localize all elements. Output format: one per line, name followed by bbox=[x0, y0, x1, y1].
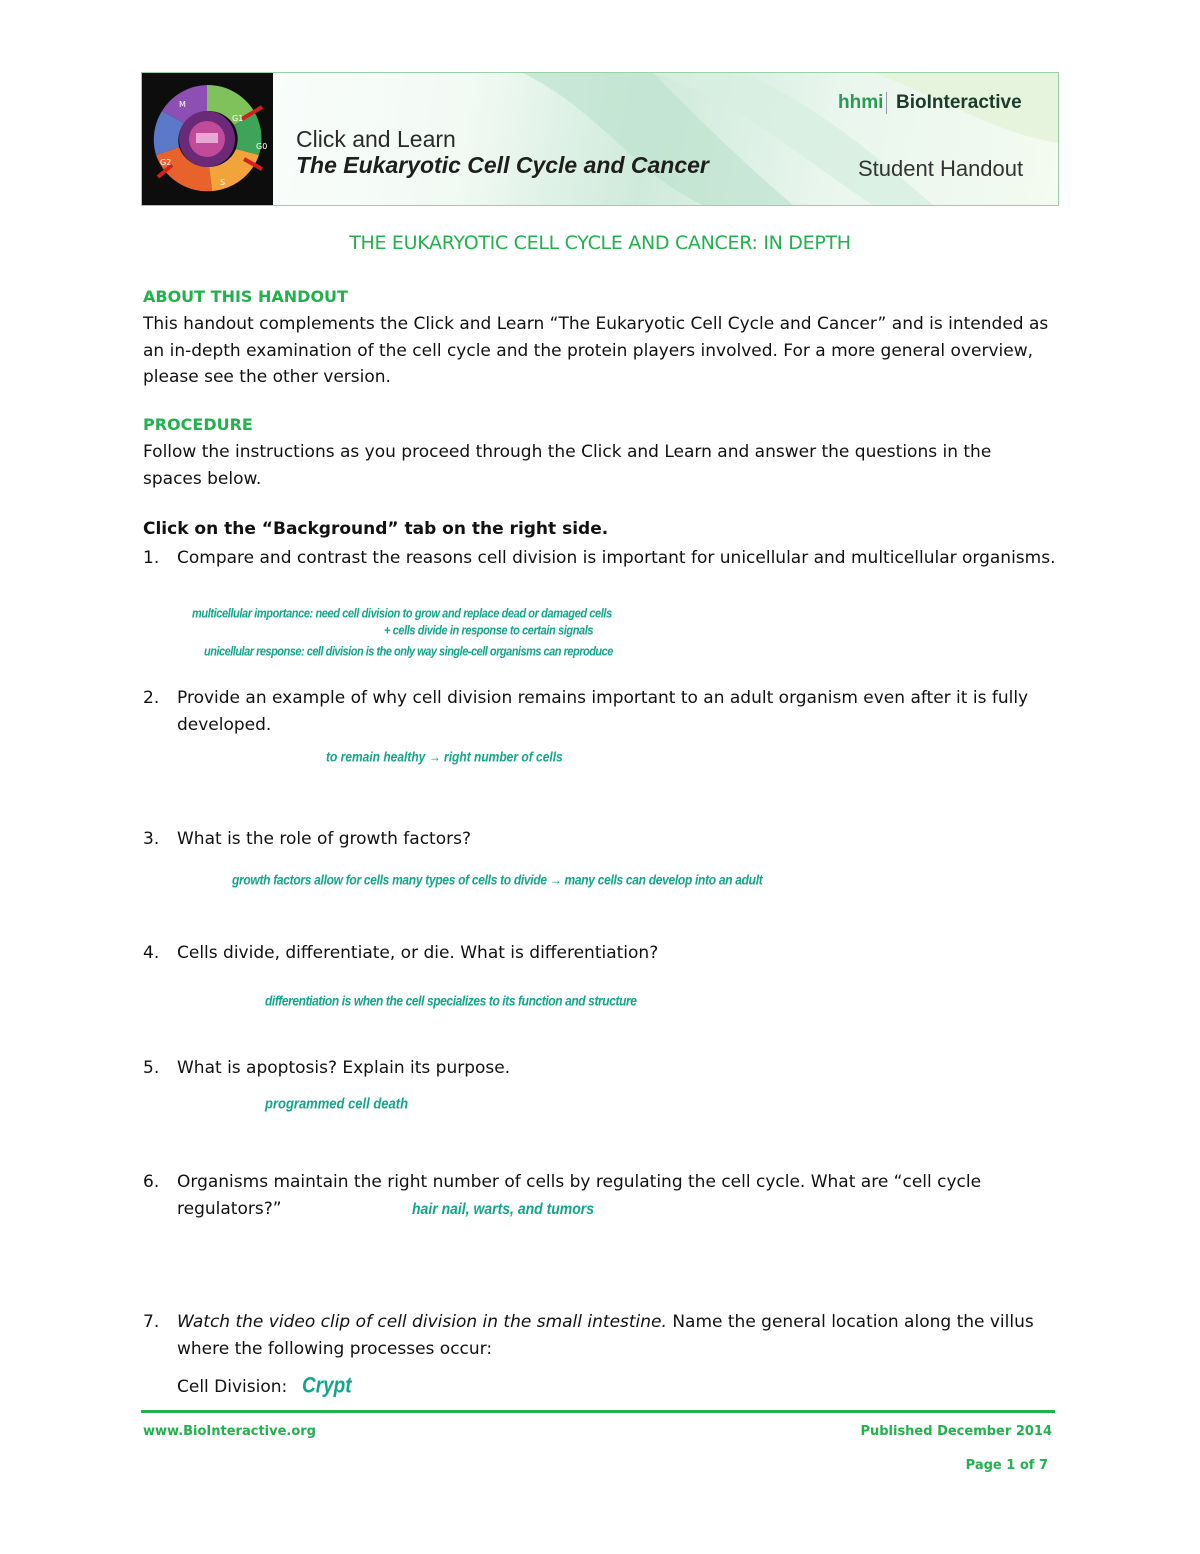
handwritten-answer-1b: + cells divide in response to certain signals bbox=[384, 624, 594, 638]
handwritten-answer-6: hair nail, warts, and tumors bbox=[412, 1198, 595, 1218]
question-italic-text: Watch the video clip of cell division in the small intestine. bbox=[177, 1312, 667, 1332]
handwritten-answer-7: Crypt bbox=[302, 1374, 352, 1399]
document-title: THE EUKARYOTIC CELL CYCLE AND CANCER: IN DEPTH bbox=[349, 232, 851, 254]
footer-website-link[interactable]: www.BioInteractive.org bbox=[143, 1424, 316, 1439]
question-number: 4. bbox=[143, 943, 160, 963]
question-text: Provide an example of why cell division remains important to an adult organism even after it is fully developed. bbox=[177, 688, 1029, 735]
handout-type-label: Student Handout bbox=[858, 156, 1024, 181]
question-number: 6. bbox=[143, 1172, 160, 1192]
handwritten-answer-3: growth factors allow for cells many types of cells to divide → many cells can develop into an adult bbox=[232, 871, 763, 889]
cell-division-label: Cell Division: bbox=[177, 1377, 288, 1397]
question-text: Compare and contrast the reasons cell division is important for unicellular and multicellular organisms. bbox=[177, 548, 1056, 568]
phase-label-s: S bbox=[220, 178, 226, 187]
question-number: 7. bbox=[143, 1312, 160, 1332]
header-subtitle: Click and Learn bbox=[296, 126, 456, 152]
logo-divider bbox=[886, 92, 887, 114]
phase-label-m: M bbox=[179, 100, 186, 109]
question-number: 3. bbox=[143, 829, 160, 849]
question-text: What is apoptosis? Explain its purpose. bbox=[177, 1058, 511, 1078]
procedure-text: Follow the instructions as you proceed through the Click and Learn and answer the questions in the spaces below. bbox=[143, 442, 992, 489]
header-title: The Eukaryotic Cell Cycle and Cancer bbox=[296, 152, 709, 178]
hhmi-logo: hhmi bbox=[838, 92, 884, 113]
phase-label-g0: G0 bbox=[256, 142, 268, 151]
handwritten-answer-2: to remain healthy → right number of cells bbox=[326, 748, 563, 766]
procedure-heading: PROCEDURE bbox=[143, 415, 253, 434]
question-number: 1. bbox=[143, 548, 160, 568]
cell-cycle-wheel-icon bbox=[142, 73, 273, 205]
biointeractive-logo: BioInteractive bbox=[896, 92, 1022, 113]
question-number: 2. bbox=[143, 688, 160, 708]
background-instruction: Click on the “Background” tab on the right side. bbox=[143, 519, 609, 539]
footer-published-date: Published December 2014 bbox=[860, 1424, 1052, 1439]
question-text: Organisms maintain the right number of cells by regulating the cell cycle. What are “cell cycle regulators?” bbox=[177, 1172, 982, 1219]
handwritten-answer-5: programmed cell death bbox=[265, 1094, 409, 1113]
phase-label-g2: G2 bbox=[160, 158, 172, 167]
question-text: What is the role of growth factors? bbox=[177, 829, 471, 849]
about-heading: ABOUT THIS HANDOUT bbox=[143, 287, 348, 306]
question-text: Cells divide, differentiate, or die. What is differentiation? bbox=[177, 943, 659, 963]
handwritten-answer-4: differentiation is when the cell specializes to its function and structure bbox=[265, 992, 637, 1010]
cell-cycle-logo bbox=[142, 73, 273, 205]
handwritten-answer-1a: multicellular importance: need cell division to grow and replace dead or damaged cells bbox=[192, 607, 612, 621]
page-number: Page 1 of 7 bbox=[965, 1458, 1048, 1473]
phase-label-g1: G1 bbox=[232, 114, 244, 123]
handwritten-answer-1c: unicellular response: cell division is the only way single-cell organisms can reproduce bbox=[204, 645, 613, 659]
footer-divider bbox=[141, 1410, 1055, 1413]
question-text bbox=[177, 1309, 1057, 1362]
question-plain-text: Name the general location along the villus where the following processes occur: bbox=[177, 1312, 1034, 1359]
about-text: This handout complements the Click and Learn “The Eukaryotic Cell Cycle and Cancer” and is intended as an in-depth examination of the cell cycle and the protein players involved. For a more general overview, please see the other version. bbox=[143, 314, 1049, 387]
question-number: 5. bbox=[143, 1058, 160, 1078]
